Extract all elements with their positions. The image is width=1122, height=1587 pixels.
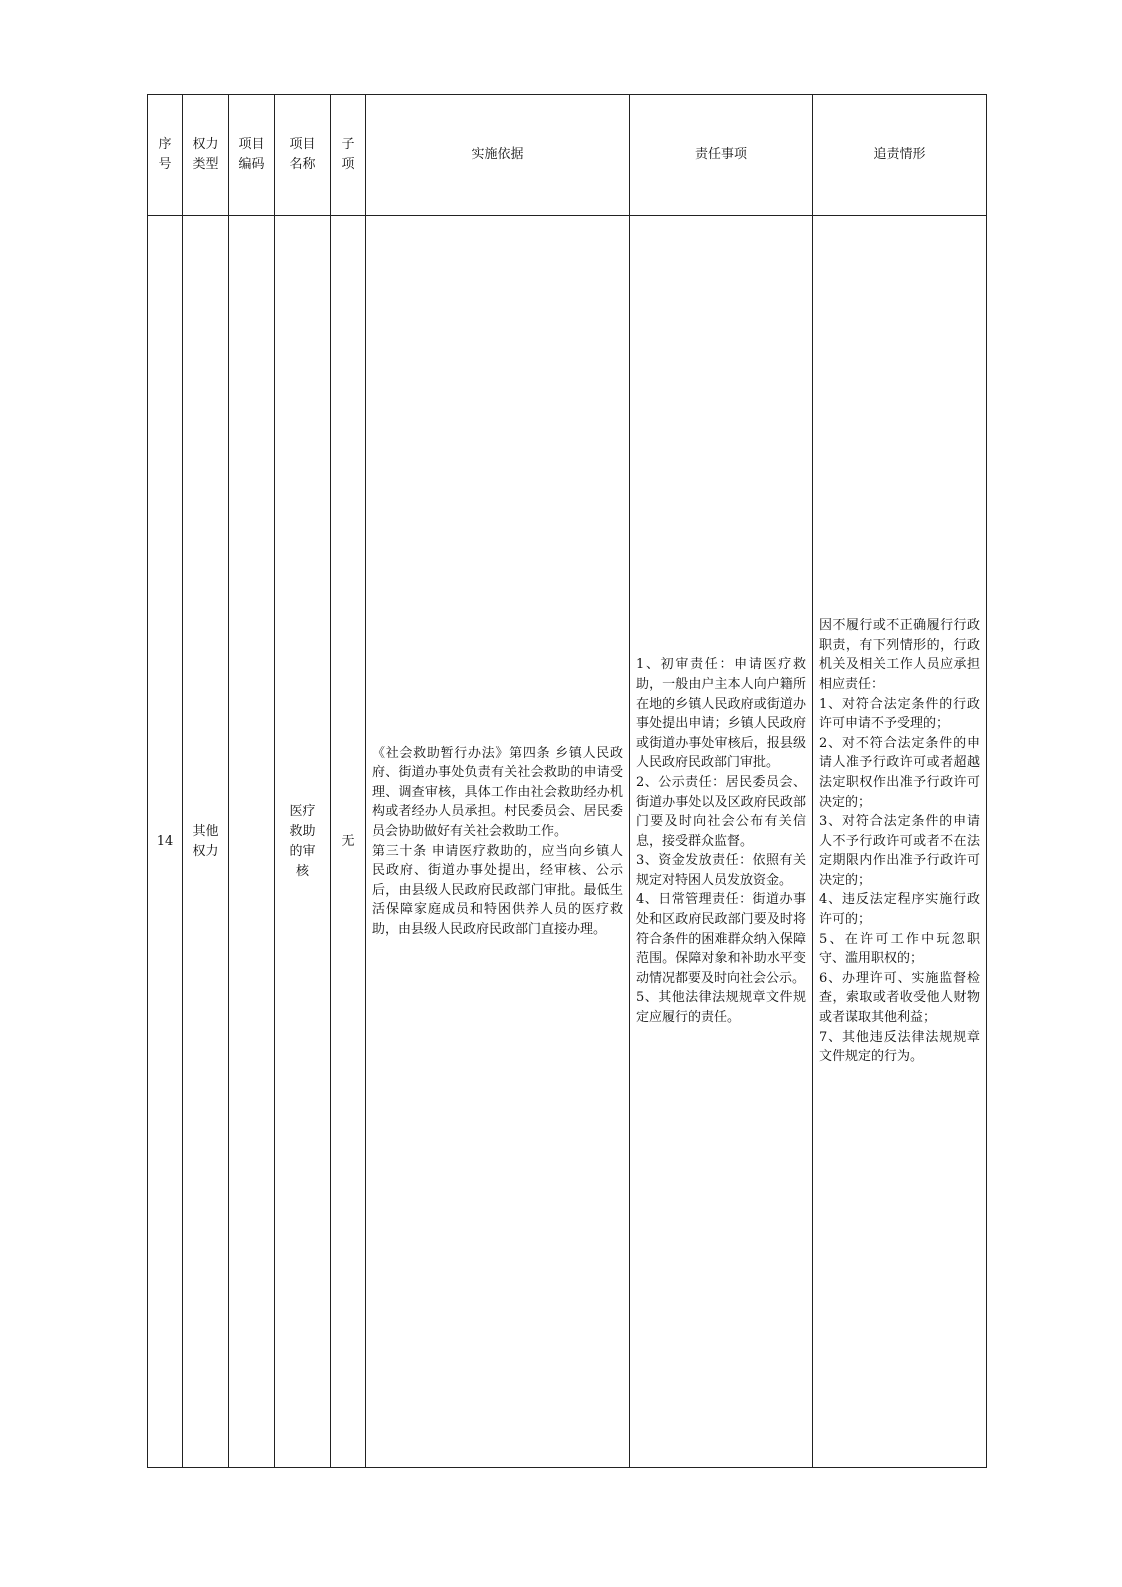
- cell-seq: 14: [148, 216, 183, 1468]
- header-basis: 实施依据: [366, 95, 630, 216]
- header-item-name: 项目名称: [275, 95, 331, 216]
- power-list-table: [147, 94, 987, 1468]
- table-row: [148, 216, 987, 1468]
- header-power-type: 权力类型: [183, 95, 229, 216]
- cell-basis: [366, 216, 630, 1468]
- responsibility-text: 1、初审责任：申请医疗救助，一般由户主本人向户籍所在地的乡镇人民政府或街道办事处提出申请；乡镇人民政府或街道办事处审核后，报县级人民政府民政部门审批。 2、公示责任：居民委员会、街道办事处以及区政府民政部门要及时向社会公布有关信息，接受群众监督。 3、资金发放责任：依照有关规定对特困人员发放资金。 4、日常管理责任：街道办事处和区政府民政部门要及时将符合条件的困难群众纳入保障范围。保障对象和补助水平变动情况都要及时向社会公示。 5、其他法律法规规章文件规定应履行的责任。: [636, 657, 806, 1026]
- cell-responsibility: [630, 216, 813, 1468]
- header-responsibility: 责任事项: [630, 95, 813, 216]
- cell-item-code: [229, 216, 275, 1468]
- cell-sub-item: 无: [331, 216, 366, 1468]
- header-item-code: 项目编码: [229, 95, 275, 216]
- header-sub-item: 子项: [331, 95, 366, 216]
- cell-power-type: 其他权力: [183, 216, 229, 1468]
- cell-accountability: [813, 216, 987, 1468]
- header-seq: 序号: [148, 95, 183, 216]
- header-row: [148, 95, 987, 216]
- cell-item-name: 医疗救助的审核: [275, 216, 331, 1468]
- header-accountability: 追责情形: [813, 95, 987, 216]
- accountability-text: 因不履行或不正确履行行政职责，有下列情形的，行政机关及相关工作人员应承担相应责任： 1、对符合法定条件的行政许可申请不予受理的； 2、对不符合法定条件的申请人准予行政许可或者超越法定职权作出准予行政许可决定的； 3、对符合法定条件的申请人不予行政许可或者不在法定期限内作出准予行政许可决定的； 4、违反法定程序实施行政许可的； 5、在许可工作中玩忽职守、滥用职权的； 6、办理许可、实施监督检查，索取或者收受他人财物或者谋取其他利益； 7、其他违反法律法规规章文件规定的行为。: [819, 618, 980, 1065]
- basis-text: 《社会救助暂行办法》第四条 乡镇人民政府、街道办事处负责有关社会救助的申请受理、调查审核，具体工作由社会救助经办机构或者经办人员承担。村民委员会、居民委员会协助做好有关社会救助工作。 第三十条 申请医疗救助的，应当向乡镇人民政府、街道办事处提出，经审核、公示后，由县级人民政府民政部门审批。最低生活保障家庭成员和特困供养人员的医疗救助，由县级人民政府民政部门直接办理。: [372, 745, 623, 937]
